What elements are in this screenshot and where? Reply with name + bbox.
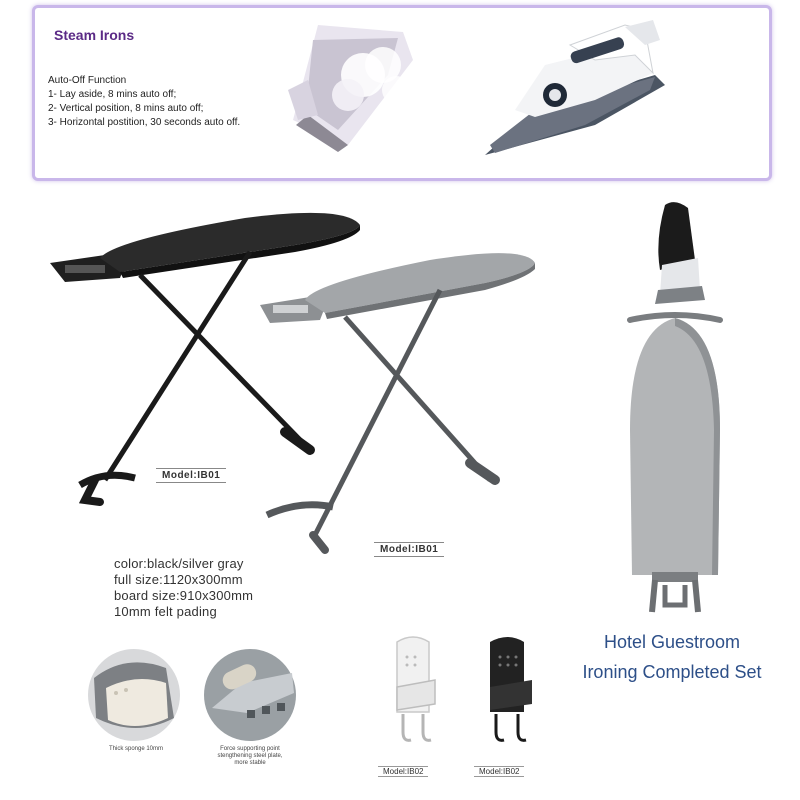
model-label-black-holder: Model:IB02 — [474, 766, 524, 777]
support-plate-detail-image — [202, 648, 298, 742]
spec-color: color:black/silver gray — [114, 556, 244, 571]
features-heading: Auto-Off Function — [48, 75, 127, 86]
steam-iron-gray-image — [475, 15, 675, 165]
spec-felt-padding: 10mm felt pading — [114, 604, 217, 619]
gray-ironing-board-image — [255, 245, 540, 560]
banner-title: Steam Irons — [54, 27, 135, 43]
steam-iron-white-image — [278, 20, 428, 155]
spec-full-size: full size:1120x300mm — [114, 572, 243, 587]
feature-item: 2- Vertical position, 8 mins auto off; — [48, 103, 204, 114]
black-iron-holder-image — [478, 632, 538, 750]
spec-board-size: board size:910x300mm — [114, 588, 254, 603]
wall-mounted-ironing-set-image — [620, 200, 730, 620]
support-caption-line2: stengthening steel plate, — [217, 753, 283, 759]
set-title-line2: Ironing Completed Set — [582, 662, 762, 682]
sponge-caption: Thick sponge 10mm — [108, 746, 164, 752]
white-iron-holder-image — [385, 632, 441, 750]
sponge-detail-image — [86, 648, 182, 742]
support-caption-line3: more stable — [234, 760, 266, 766]
set-title-line1: Hotel Guestroom — [603, 632, 741, 652]
model-label-white-holder: Model:IB02 — [378, 766, 428, 777]
model-label-gray-board: Model:IB01 — [374, 542, 444, 557]
feature-item: 1- Lay aside, 8 mins auto off; — [48, 89, 177, 100]
model-label-black-board: Model:IB01 — [156, 468, 226, 483]
feature-item: 3- Horizontal postition, 30 seconds auto off. — [48, 117, 241, 128]
support-caption-line1: Force supporting point — [220, 746, 280, 752]
